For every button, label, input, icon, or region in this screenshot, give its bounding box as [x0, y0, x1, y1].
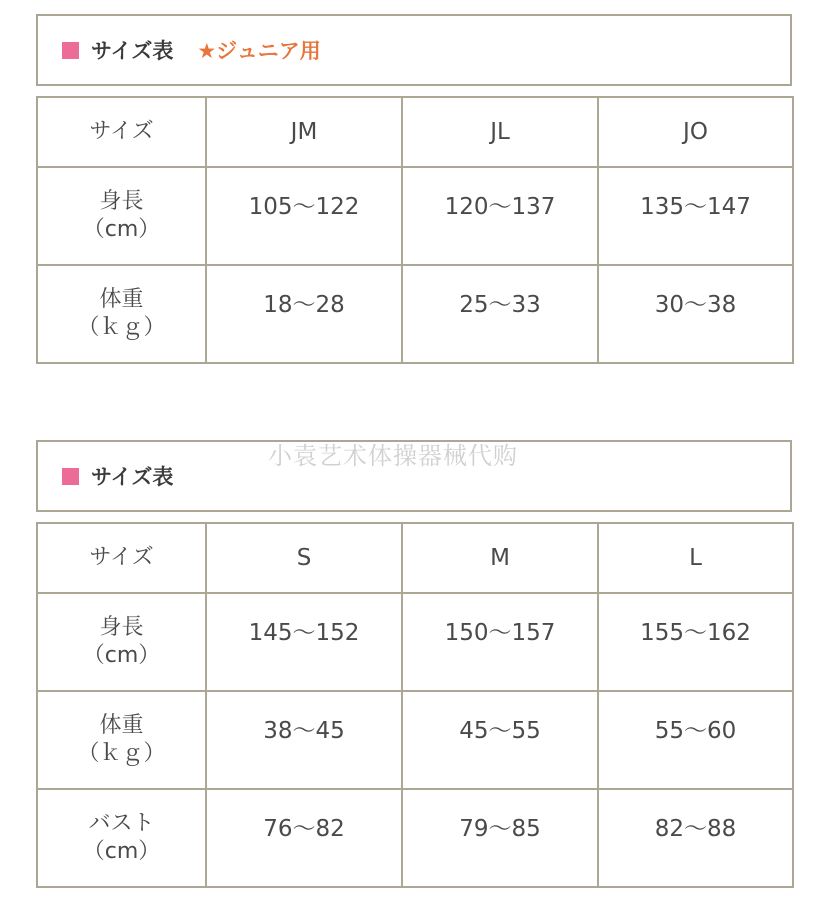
size-header-label: サイズ	[37, 523, 206, 593]
table-row	[37, 167, 793, 265]
table-cell: 18〜28	[206, 265, 402, 363]
table-cell: 25〜33	[402, 265, 598, 363]
table-cell: 105〜122	[206, 167, 402, 265]
table-row	[37, 265, 793, 363]
row-label-bust: バスト （cm）	[37, 789, 206, 887]
pink-square-icon	[62, 42, 79, 59]
junior-size-title: サイズ表	[91, 39, 174, 63]
table-cell: 155〜162	[598, 593, 793, 691]
table-cell: 135〜147	[598, 167, 793, 265]
size-header-jo: JO	[598, 97, 793, 167]
size-header-jm: JM	[206, 97, 402, 167]
table-row	[37, 593, 793, 691]
size-header-jl: JL	[402, 97, 598, 167]
table-cell: 120〜137	[402, 167, 598, 265]
size-header-label: サイズ	[37, 97, 206, 167]
table-cell: 30〜38	[598, 265, 793, 363]
size-header-m: M	[402, 523, 598, 593]
junior-size-subtitle: ★ジュニア用	[197, 39, 321, 63]
row-label-height: 身長 （cm）	[37, 167, 206, 265]
table-row	[37, 789, 793, 887]
junior-size-table	[36, 96, 794, 364]
adult-size-table	[36, 522, 794, 888]
table-cell: 79〜85	[402, 789, 598, 887]
table-cell: 150〜157	[402, 593, 598, 691]
table-cell: 76〜82	[206, 789, 402, 887]
row-label-height: 身長 （cm）	[37, 593, 206, 691]
table-cell: 55〜60	[598, 691, 793, 789]
table-header-row	[37, 97, 793, 167]
junior-size-header	[36, 14, 792, 86]
size-header-l: L	[598, 523, 793, 593]
table-cell: 82〜88	[598, 789, 793, 887]
size-header-s: S	[206, 523, 402, 593]
row-label-weight: 体重 （ｋｇ）	[37, 691, 206, 789]
table-row	[37, 691, 793, 789]
row-label-weight: 体重 （ｋｇ）	[37, 265, 206, 363]
adult-size-title: サイズ表	[91, 465, 174, 489]
table-cell: 145〜152	[206, 593, 402, 691]
pink-square-icon	[62, 468, 79, 485]
junior-size-section	[36, 14, 792, 340]
watermark-text: 小袁艺术体操器械代购	[268, 442, 518, 470]
table-header-row	[37, 523, 793, 593]
table-cell: 45〜55	[402, 691, 598, 789]
table-cell: 38〜45	[206, 691, 402, 789]
